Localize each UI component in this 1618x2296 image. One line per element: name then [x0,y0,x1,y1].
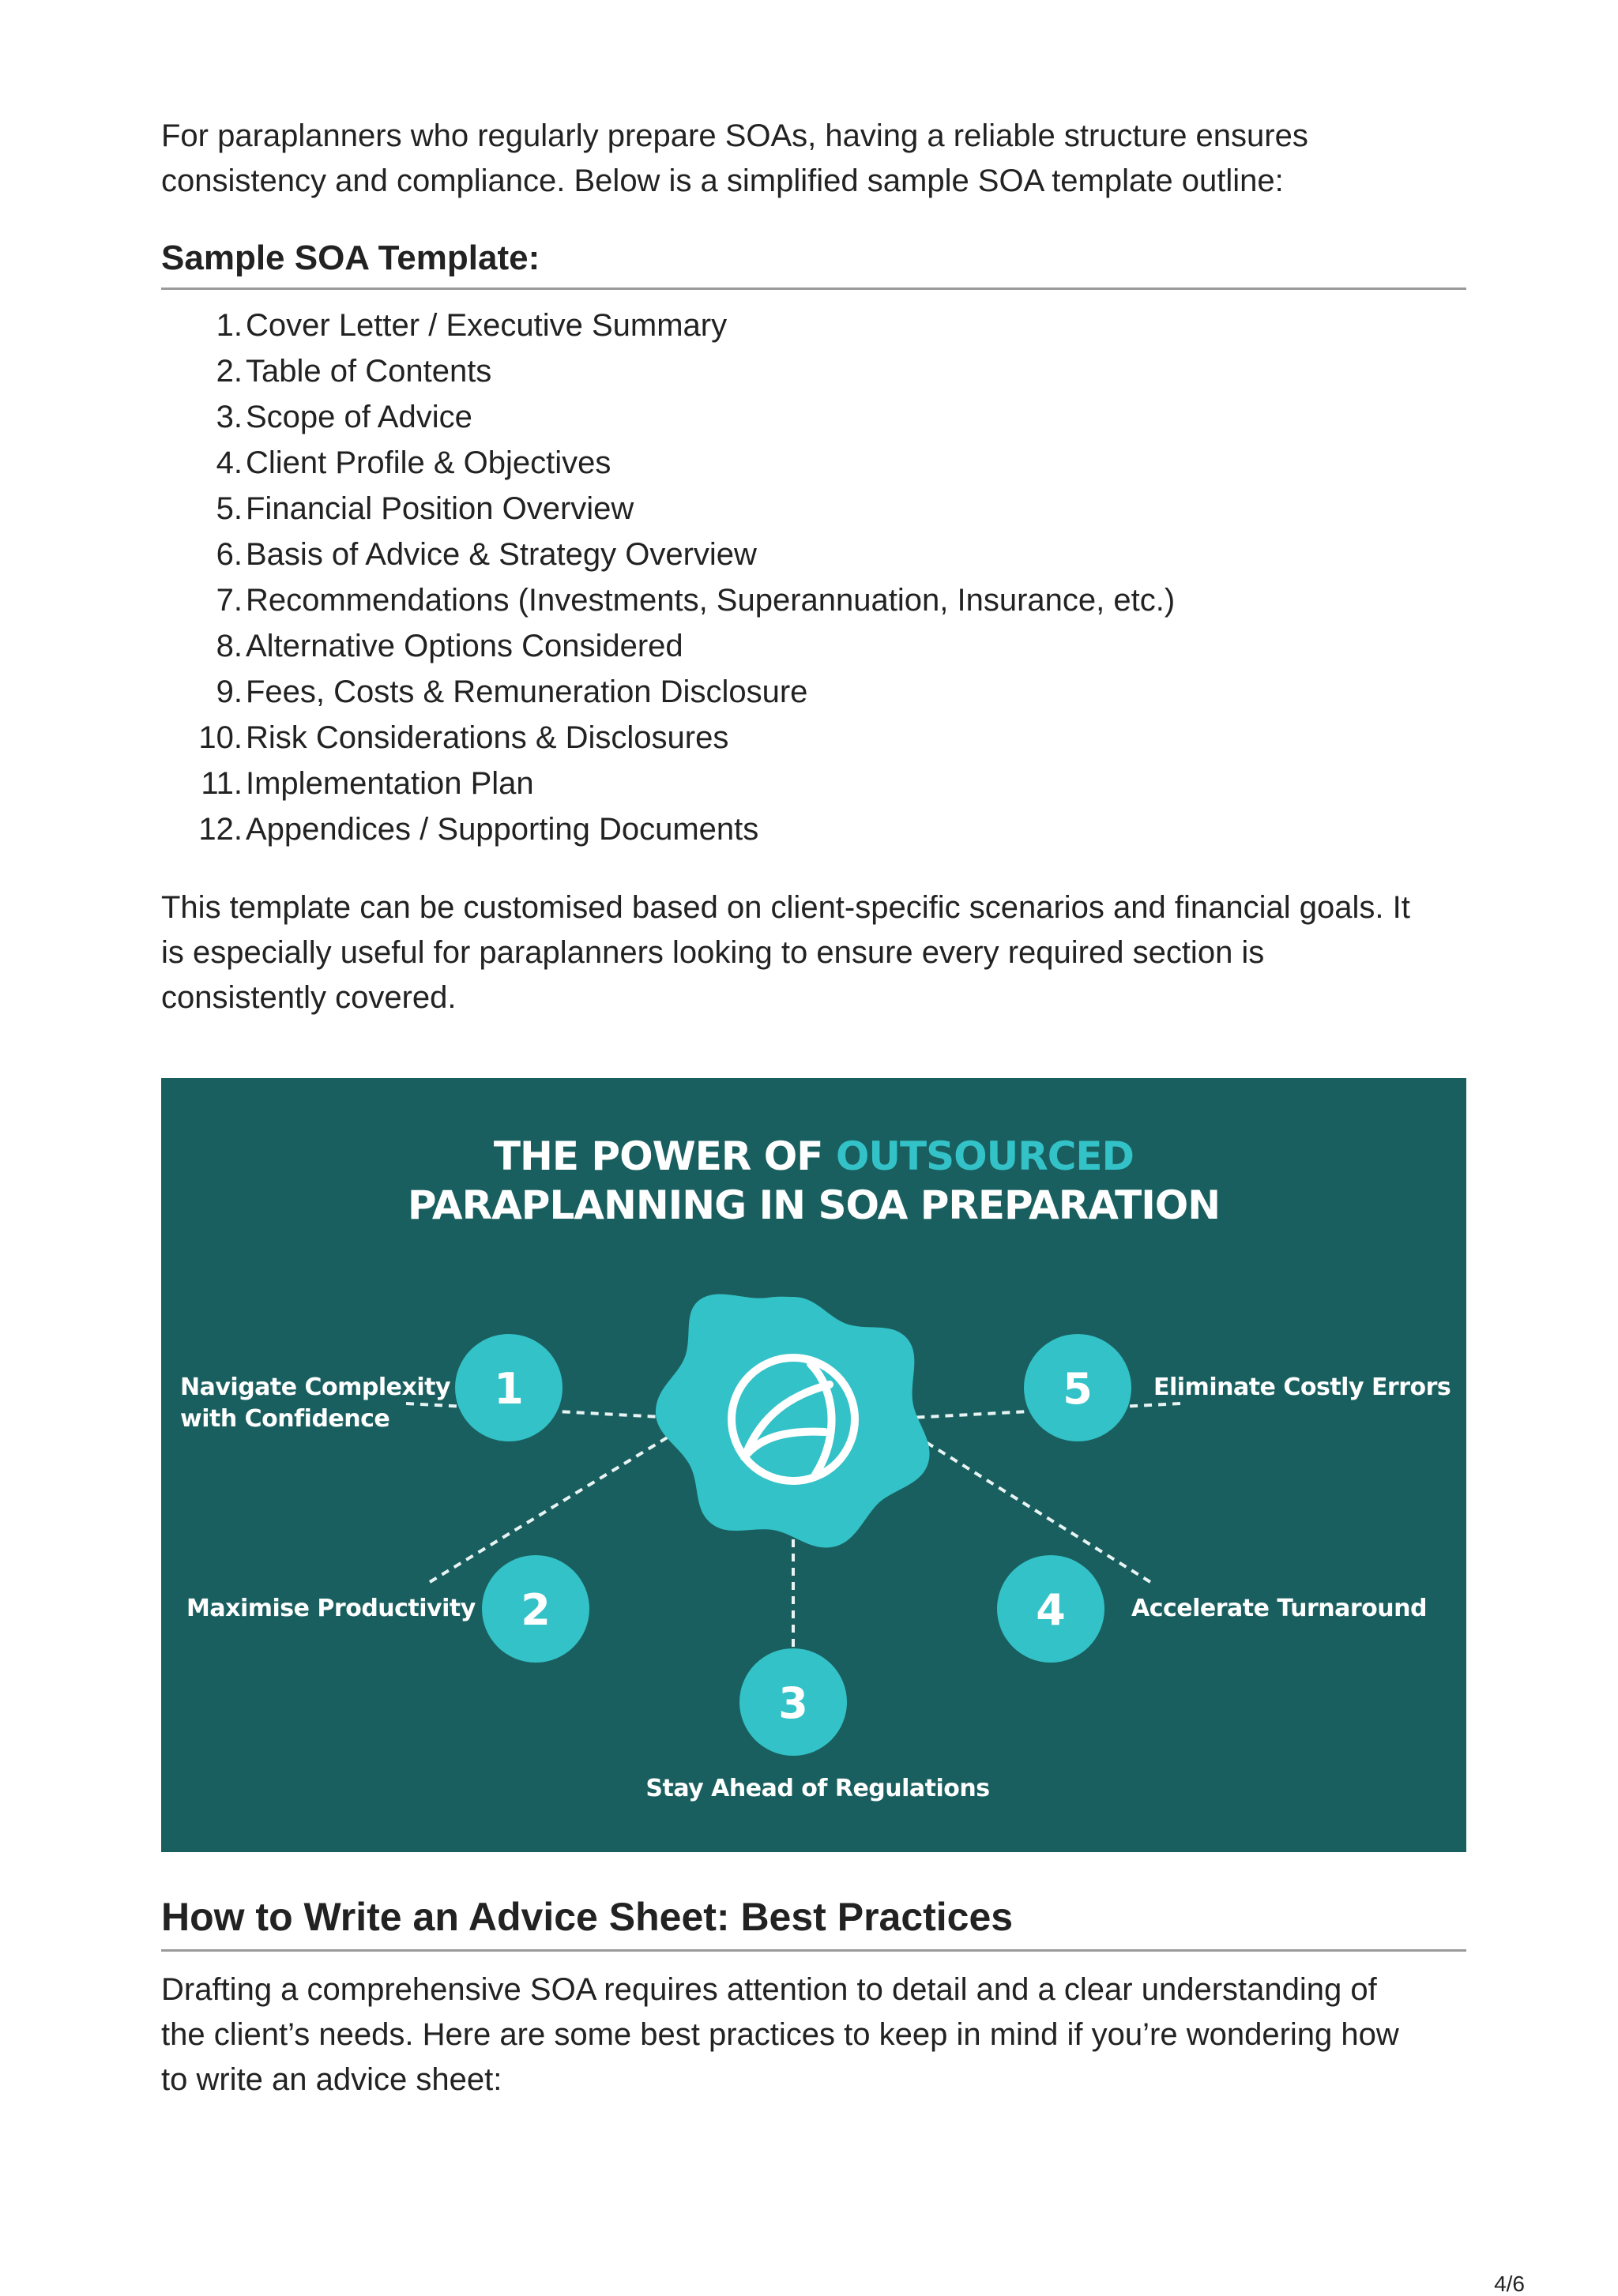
list-item: 1. Cover Letter / Executive Summary [216,308,728,343]
node-number: 3 [778,1678,808,1728]
globe-badge [656,1294,930,1547]
node-2 [482,1555,589,1663]
infographic-title-line-1: THE POWER OF OUTSOURCED [493,1133,1134,1179]
customisation-paragraph: This template can be customised based on client-specific scenarios and financial goals. It is especially useful for paraplanners looking to ensure every required section is consistently covered. [161,890,1410,1015]
list-item: 7. Recommendations (Investments, Superannuation, Insurance, etc.) [216,583,1176,618]
template-heading: Sample SOA Template: [161,239,1466,290]
list-item: 3. Scope of Advice [216,400,472,434]
list-item: 8. Alternative Options Considered [216,629,683,663]
intro-line-1: For paraplanners who regularly prepare SOAs, having a reliable structure ensures [161,118,1308,153]
connector-2 [430,1419,698,1582]
best-practices-heading: How to Write an Advice Sheet: Best Practices [161,1894,1466,1952]
node-5-label: Eliminate Costly Errors [1153,1373,1451,1401]
node-number: 1 [494,1364,524,1414]
infographic-diagram [161,1078,1466,1852]
intro-line-2: consistency and compliance. Below is a simplified sample SOA template outline: [161,163,1284,198]
list-item: 10. Risk Considerations & Disclosures [198,720,729,755]
node-2-label: Maximise Productivity [186,1595,476,1622]
intro-paragraph [161,114,1466,204]
list-item: 4. Client Profile & Objectives [216,445,611,480]
node-1 [455,1334,563,1441]
node-4 [997,1555,1104,1663]
node-number: 5 [1063,1364,1093,1414]
node-3 [739,1648,847,1756]
best-practices-paragraph: Drafting a comprehensive SOA requires attention to detail and a clear understanding of the client’s needs. Here are some best practices to keep in mind if you’re wondering how to write an advice sheet: [161,1972,1399,2097]
template-list [161,303,1466,852]
list-item: 9. Fees, Costs & Remuneration Disclosure [216,675,808,709]
article-content [161,114,1466,1020]
node-number: 2 [521,1585,551,1635]
list-item: 6. Basis of Advice & Strategy Overview [216,537,757,572]
node-1-label: Navigate Complexity with Confidence [180,1373,451,1433]
best-practices-section [161,1894,1466,2102]
list-item: 5. Financial Position Overview [216,491,634,526]
list-item: 12. Appendices / Supporting Documents [198,812,759,847]
node-3-label: Stay Ahead of Regulations [645,1775,990,1802]
list-item: 11. Implementation Plan [201,766,534,801]
page-number: 4/6 [1494,2272,1525,2296]
node-number: 4 [1036,1585,1066,1635]
outsourced-paraplanning-infographic [161,1078,1466,1852]
infographic-title-line-2: PARAPLANNING IN SOA PREPARATION [407,1182,1221,1228]
list-item: 2. Table of Contents [216,354,492,389]
node-5 [1024,1334,1131,1441]
node-4-label: Accelerate Turnaround [1131,1595,1427,1622]
